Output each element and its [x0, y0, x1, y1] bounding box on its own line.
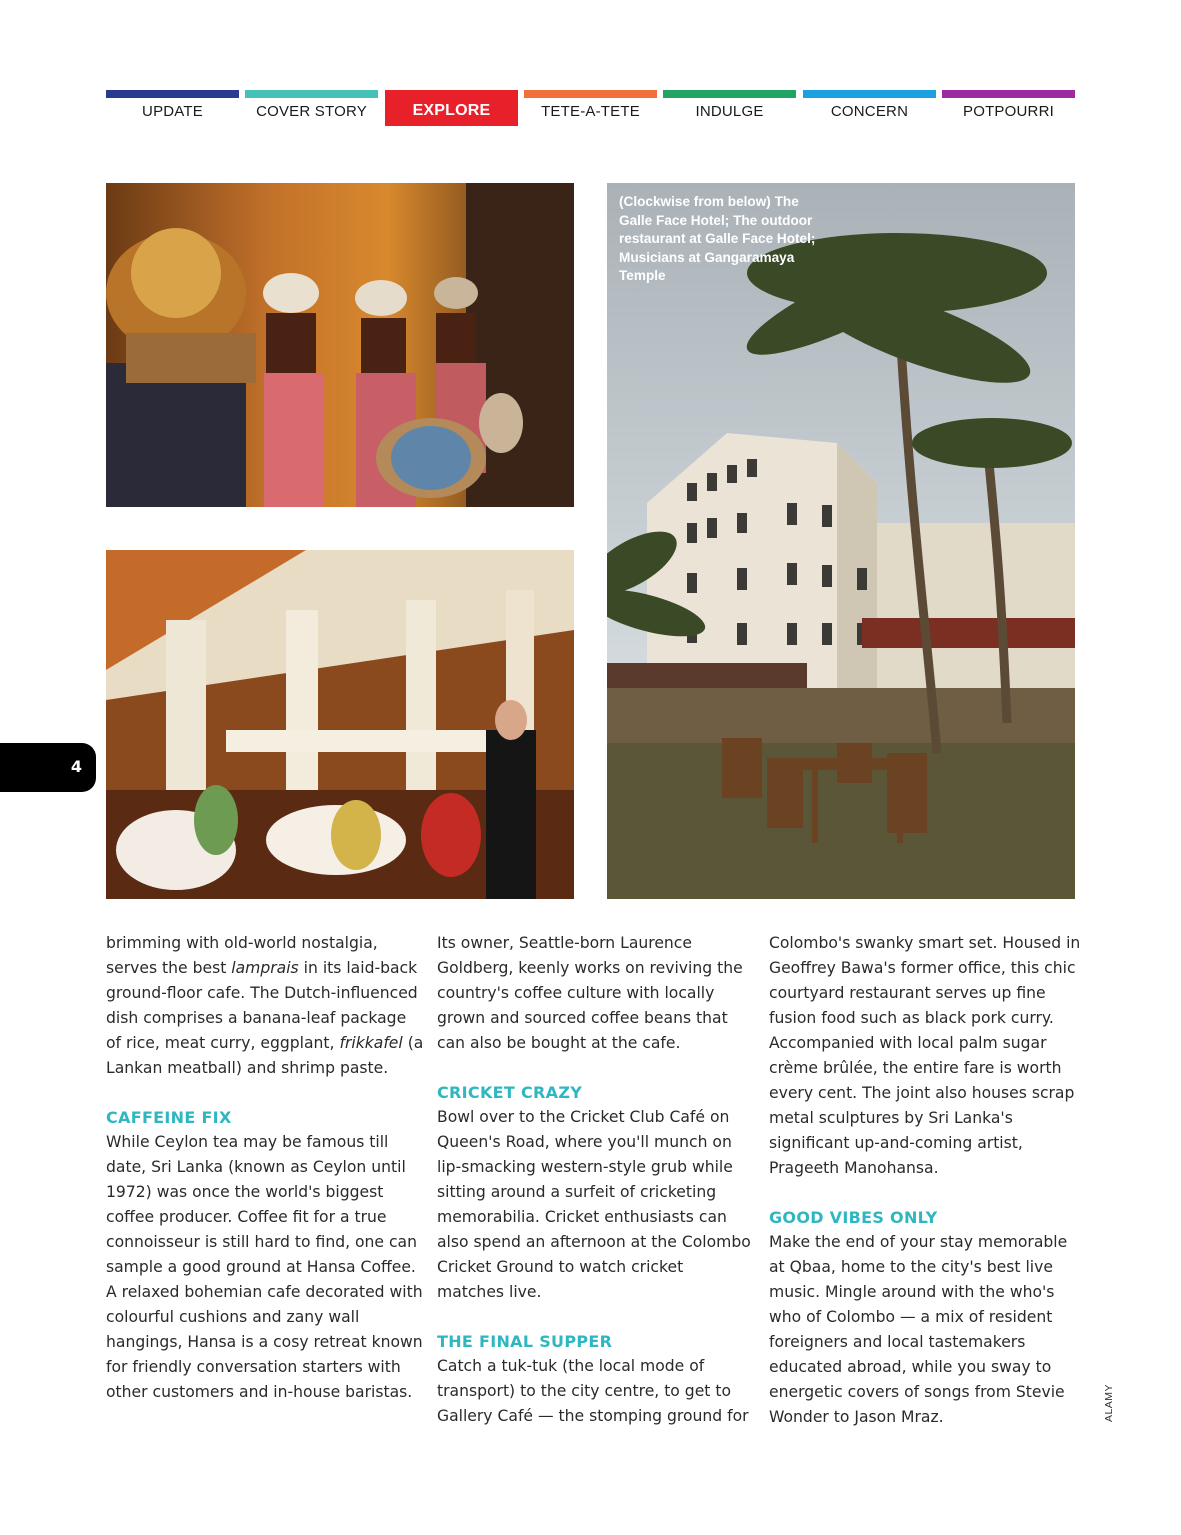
- photo-caption: (Clockwise from below) The Galle Face Hotel; The outdoor restaurant at Galle Face Hotel; Musicians at Gangaramaya Temple: [619, 194, 816, 284]
- col1-body: While Ceylon tea may be famous till date, Sri Lanka (known as Ceylon until 1972) was once the world's biggest coffee producer. Coffee fit for a true connoisseur is still hard to find, one can sample a good ground at Hansa Coffee. A relaxed bohemian cafe decorated with colourful cushions and zany wall hangings, Hansa is a cosy retreat known for friendly conversation starters with other customers and in-house baristas.: [106, 1133, 423, 1401]
- heading-good-vibes-only: GOOD VIBES ONLY: [769, 1208, 938, 1227]
- nav-item-update[interactable]: [106, 90, 239, 126]
- nav-color-bar: [524, 90, 657, 98]
- photo-credit: [1102, 1385, 1118, 1425]
- col3-body: Make the end of your stay memorable at Qbaa, home to the city's best live music. Mingle around with the who's who of Colombo — a mix of resident foreigners and local tastemakers educated abroad, while you sway to energetic covers of songs from Stevie Wonder to Jason Mraz.: [769, 1233, 1068, 1426]
- photo-galle-face-hotel: [607, 183, 1075, 899]
- nav-color-bar: [245, 90, 378, 98]
- col1-intro-text-a: brimming with old-world nostalgia, serves the best: [106, 934, 378, 977]
- col2-body-supper: Catch a tuk-tuk (the local mode of transport) to the city centre, to get to Gallery Café — the stomping ground for: [437, 1357, 749, 1425]
- col1-intro-text-b: in its laid-back ground-floor cafe. The Dutch-influenced dish comprises a banana-leaf package of rice, meat curry, eggplant,: [106, 959, 418, 1052]
- photo-outdoor-restaurant: [106, 550, 574, 899]
- nav-item-label: INDULGE: [695, 103, 764, 120]
- heading-final-supper: THE FINAL SUPPER: [437, 1332, 613, 1351]
- nav-item-label: CONCERN: [830, 103, 909, 120]
- nav-item-label: EXPLORE: [412, 102, 491, 119]
- page-number: 4: [70, 757, 82, 776]
- nav-color-bar: [663, 90, 796, 98]
- article-column-3: [769, 931, 1087, 1430]
- nav-item-indulge[interactable]: [663, 90, 796, 126]
- nav-item-potpourri[interactable]: [942, 90, 1075, 126]
- col3-intro: Colombo's swanky smart set. Housed in Geoffrey Bawa's former office, this chic courtyard restaurant serves up fine fusion food such as black pork curry. Accompanied with local palm sugar crème brûlée, the entire fare is worth every cent. The joint also houses scrap metal sculptures by Sri Lanka's significant up-and-coming artist, Prageeth Manohansa.: [769, 934, 1081, 1177]
- col1-intro: [106, 931, 424, 1081]
- nav-item-concern[interactable]: [803, 90, 936, 126]
- nav-item-explore[interactable]: [385, 90, 518, 126]
- article-column-2: [437, 931, 755, 1429]
- col2-intro: Its owner, Seattle-born Laurence Goldberg, keenly works on reviving the country's coffee culture with locally grown and sourced coffee beans that can also be bought at the cafe.: [437, 934, 743, 1052]
- col2-body-cricket: Bowl over to the Cricket Club Café on Queen's Road, where you'll munch on lip-smacking western-style grub while sitting around a surfeit of cricketing memorabilia. Cricket enthusiasts can also spend an afternoon at the Colombo Cricket Ground to watch cricket matches live.: [437, 1108, 751, 1301]
- nav-item-label: POTPOURRI: [963, 103, 1054, 120]
- nav-item-cover-story[interactable]: [245, 90, 378, 126]
- nav-item-label: UPDATE: [142, 103, 203, 120]
- nav-item-label: COVER STORY: [256, 103, 367, 120]
- col1-intro-italic-frikkafel: frikkafel: [339, 1034, 403, 1052]
- page-number-tab: [0, 743, 96, 792]
- photo-credit-text: ALAMY: [1103, 1383, 1116, 1423]
- heading-caffeine-fix: CAFFEINE FIX: [106, 1108, 232, 1127]
- col1-intro-text-c: (a Lankan meatball) and shrimp paste.: [106, 1034, 424, 1077]
- nav-color-bar: [106, 90, 239, 98]
- nav-color-bar: [803, 90, 936, 98]
- article-column-1: [106, 931, 424, 1405]
- photo-temple-musicians: [106, 183, 574, 507]
- heading-cricket-crazy: CRICKET CRAZY: [437, 1083, 583, 1102]
- nav-item-label: TETE-A-TETE: [541, 103, 640, 120]
- nav-item-tete-a-tete[interactable]: [524, 90, 657, 126]
- nav-color-bar: [942, 90, 1075, 98]
- section-nav: [106, 90, 1075, 126]
- col1-intro-italic-lamprais: lamprais: [231, 959, 299, 977]
